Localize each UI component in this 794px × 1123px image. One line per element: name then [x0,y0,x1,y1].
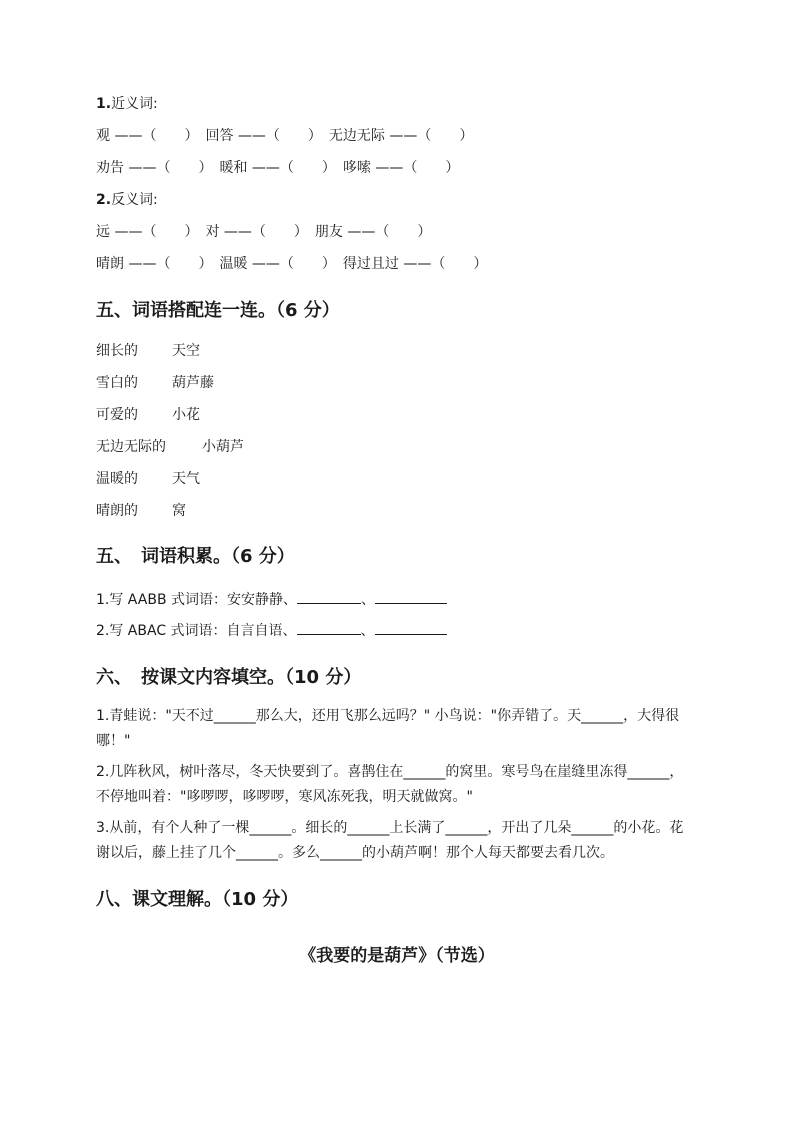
match-left-4: 无边无际的 [96,439,166,455]
section-match-heading: 五、词语搭配连一连。（6 分） [96,300,340,321]
antonyms-row-2: 晴朗 ——（ ） 温暖 ——（ ） 得过且过 ——（ ） [96,256,488,272]
fill-paragraph-2: 2.几阵秋风，树叶落尽，冬天快要到了。喜鹊住在______的窝里。寒号鸟在崖缝里冻得______，不停地叫着："哆啰啰，哆啰啰，寒风冻死我，明天就做窝。" [96,764,684,805]
match-right-2: 葫芦藤 [172,375,214,391]
antonyms-title: 2.反义词: [96,192,158,208]
match-right-3: 小花 [172,407,200,423]
fill-paragraph-3: 3.从前，有个人种了一棵______。细长的______上长满了______，开出了几朵______的小花。花谢以后，藤上挂了几个______。多么______的小葫芦啊！那个人每天都要去看几次。 [96,820,684,861]
synonyms-row-2: 劝告 ——（ ） 暖和 ——（ ） 哆嗦 ——（ ） [96,160,460,176]
words-q1: 1.写 AABB 式词语：安安静静、 、 [96,588,447,611]
section-words-heading: 五、 词语积累。（6 分） [96,546,295,567]
section-fill-heading: 六、 按课文内容填空。（10 分） [96,667,362,688]
words-q2: 2.写 ABAC 式词语：自言自语、 、 [96,619,447,642]
match-right-6: 窝 [172,503,186,519]
answer-blank[interactable] [375,619,447,635]
match-right-1: 天空 [172,343,200,359]
match-left-3: 可爱的 [96,407,138,423]
answer-blank[interactable] [375,588,447,604]
synonyms-title: 1.近义词: [96,96,158,112]
synonyms-row-1: 观 ——（ ） 回答 ——（ ） 无边无际 ——（ ） [96,128,474,144]
match-right-4: 小葫芦 [202,439,244,455]
antonyms-row-1: 远 ——（ ） 对 ——（ ） 朋友 ——（ ） [96,224,432,240]
answer-blank[interactable] [297,619,361,635]
answer-blank[interactable] [297,588,361,604]
match-left-5: 温暖的 [96,471,138,487]
match-left-2: 雪白的 [96,375,138,391]
section-reading-heading: 八、课文理解。（10 分） [96,889,299,910]
match-right-5: 天气 [172,471,200,487]
match-left-1: 细长的 [96,343,138,359]
fill-paragraph-1: 1.青蛙说："天不过______那么大，还用飞那么远吗？" 小鸟说："你弄错了。天______，大得很哪！" [96,708,680,749]
passage-title: 《我要的是葫芦》（节选） [299,946,495,966]
match-left-6: 晴朗的 [96,503,138,519]
